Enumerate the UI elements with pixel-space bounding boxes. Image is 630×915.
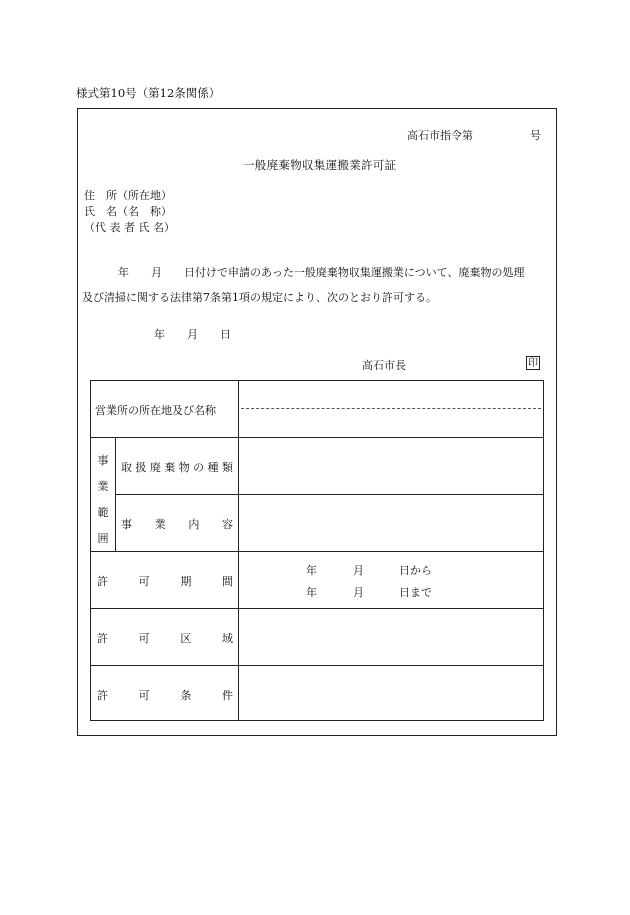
period-from-year: 年	[306, 564, 317, 577]
business-content-char: 容	[221, 518, 233, 531]
period-from-day: 日から	[399, 564, 432, 577]
waste-type-char: 棄	[164, 461, 176, 474]
table-column-divider	[238, 380, 239, 721]
business-content-label	[121, 516, 233, 532]
permit-area-char: 域	[221, 632, 233, 645]
table-row-divider	[115, 494, 544, 495]
permit-conditions-char: 条	[180, 689, 192, 702]
permit-area-char: 区	[180, 632, 192, 645]
waste-type-char: 種	[207, 461, 219, 474]
business-content-char: 内	[188, 518, 200, 531]
period-to-year: 年	[306, 586, 317, 599]
table-row-divider	[90, 608, 544, 609]
permit-conditions-char: 可	[138, 689, 150, 702]
waste-type-char: の	[193, 461, 205, 474]
permit-area-label	[97, 630, 233, 646]
form-number: 様式第10号（第12条関係）	[76, 86, 221, 100]
table-column-divider	[115, 437, 116, 551]
document-title: 一般廃棄物収集運搬業許可証	[243, 158, 397, 172]
addressee-name: 氏 名（名 称）	[84, 205, 172, 218]
permit-period-char: 許	[97, 575, 108, 588]
office-label: 営業所の所在地及び名称	[95, 404, 216, 417]
business-scope-char: 事	[97, 454, 109, 467]
business-scope-char: 囲	[97, 532, 109, 545]
business-content-char: 業	[154, 518, 166, 531]
permit-period-char: 期	[180, 575, 192, 588]
waste-type-char: 物	[178, 461, 190, 474]
seal-mark: 印	[528, 358, 538, 369]
office-cell-separator	[241, 408, 541, 409]
waste-type-char: 類	[221, 461, 233, 474]
permit-conditions-char: 許	[97, 689, 108, 702]
period-from-month: 月	[353, 564, 364, 577]
waste-type-label	[121, 459, 233, 475]
period-to-month: 月	[353, 586, 364, 599]
business-scope-char: 業	[97, 480, 109, 493]
waste-type-char: 廃	[149, 461, 161, 474]
permit-number-suffix: 号	[530, 129, 541, 142]
waste-type-char: 取	[121, 461, 132, 474]
permit-number-prefix: 高石市指令第	[407, 129, 473, 142]
table-row-divider	[90, 437, 544, 438]
addressee-representative: （代 表 者 氏 名）	[84, 221, 175, 234]
permit-period-char: 可	[138, 575, 150, 588]
body-text-line-2: 及び清掃に関する法律第7条第1項の規定により、次のとおり許可する。	[82, 291, 437, 304]
permit-period-char: 間	[221, 575, 233, 588]
business-content-char: 事	[121, 518, 132, 531]
table-row-divider	[90, 551, 544, 552]
permit-conditions-label	[97, 687, 233, 703]
permit-period-label	[97, 573, 233, 589]
issuer-title: 高石市長	[362, 359, 406, 372]
table-row-divider	[90, 665, 544, 666]
permit-conditions-char: 件	[221, 689, 233, 702]
permit-area-char: 可	[138, 632, 150, 645]
addressee-address: 住 所（所在地）	[84, 189, 172, 202]
business-scope-char: 範	[97, 506, 109, 519]
issue-date: 年 月 日	[154, 328, 231, 341]
period-to-day: 日まで	[399, 586, 432, 599]
body-text-line-1: 年 月 日付けで申請のあった一般廃棄物収集運搬業について、廃棄物の処理	[118, 266, 525, 279]
waste-type-char: 扱	[135, 461, 147, 474]
permit-area-char: 許	[97, 632, 108, 645]
business-scope-label	[96, 448, 110, 552]
